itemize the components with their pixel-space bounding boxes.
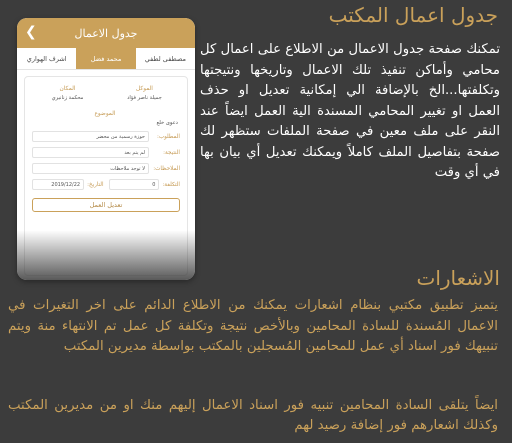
section-body-schedule: تمكنك صفحة جدول الاعمال من الاطلاع على اعمال كل محامي وأماكن تنفيذ تلك الاعمال وتاريخها ونتيجتها وتكلفتها...الخ بالإضافة الي إمكانية تعديل او حذف العمل او تغيير المحامي المسندة الية العمل ايضاً عند النقر على ملف معين في صفحة الملفات ستظهر لك صفحة بتفاصيل الملف كاملاً ويمكنك تعديل أي بيان بها في أي وقت — [200, 42, 500, 180]
required-label: المطلوب: — [157, 133, 180, 140]
cost-field: 0 — [109, 179, 160, 190]
app-bar — [17, 18, 195, 48]
section-title-notifications: الاشعارات — [416, 266, 500, 290]
place-label: المكان — [59, 86, 76, 92]
notes-label: الملاحظات: — [153, 165, 180, 172]
cost-label: التكلفة: — [162, 181, 180, 188]
result-row — [32, 147, 180, 158]
required-field: حوزة رسمية من محضر — [32, 131, 149, 142]
result-field: لم يتم بعد — [32, 147, 149, 158]
cost-row — [109, 179, 181, 190]
date-row — [32, 179, 104, 190]
notes-field: لا توجد ملاحظات — [32, 163, 149, 174]
result-label: النتيجة: — [163, 149, 180, 156]
place-value: محكمة زنانيري — [51, 95, 84, 101]
section-title-schedule: جدول اعمال المكتب — [328, 3, 498, 27]
task-card[interactable] — [24, 76, 188, 276]
client-value: جميلة ناصر فؤاد — [127, 95, 162, 101]
edit-task-button[interactable]: تعديل العمل — [32, 198, 180, 212]
subject-label: الموضوع — [94, 111, 116, 117]
app-screenshot — [17, 18, 195, 280]
subject-value: دعوى خلع — [156, 120, 178, 126]
tab-lawyer-3[interactable]: اشرف الهواري — [26, 54, 67, 63]
notes-row — [32, 163, 180, 174]
section-body-notifications-1: يتميز تطبيق مكتبي بنظام اشعارات يمكنك من الاطلاع الدائم على اخر التغيرات في الاعمال المُسندة للسادة المحامين وبالأخص نتيجة وتكلفة كل عمل تم الانتهاء منة ويتم تنبيهك فور اسناد أي عمل للمحامين المُسجلين بالمكتب بواسطة مديرين المكتب — [8, 298, 498, 354]
date-field: 2019/12/22 — [32, 179, 84, 190]
client-label: الموكل — [136, 86, 153, 92]
client-info — [109, 86, 180, 101]
required-row — [32, 131, 180, 142]
tab-lawyer-2[interactable]: محمد فضل — [76, 48, 135, 69]
app-title: جدول الاعمال — [74, 26, 138, 40]
section-body-notifications-2: ايضاً يتلقى السادة المحامين تنبيه فور اسناد الاعمال إليهم منك او من مديرين المكتب وكذلك اشعارهم فور إضافة رصيد لهم — [8, 398, 498, 433]
chevron-left-icon[interactable]: ❮ — [25, 24, 37, 40]
place-info — [32, 86, 103, 101]
lawyer-tabs — [17, 48, 195, 70]
cost-date-row — [32, 174, 180, 190]
subject-info — [32, 111, 180, 126]
tab-lawyer-1[interactable]: مصطفى لطفي — [144, 54, 186, 63]
date-label: التاريخ: — [87, 181, 104, 188]
